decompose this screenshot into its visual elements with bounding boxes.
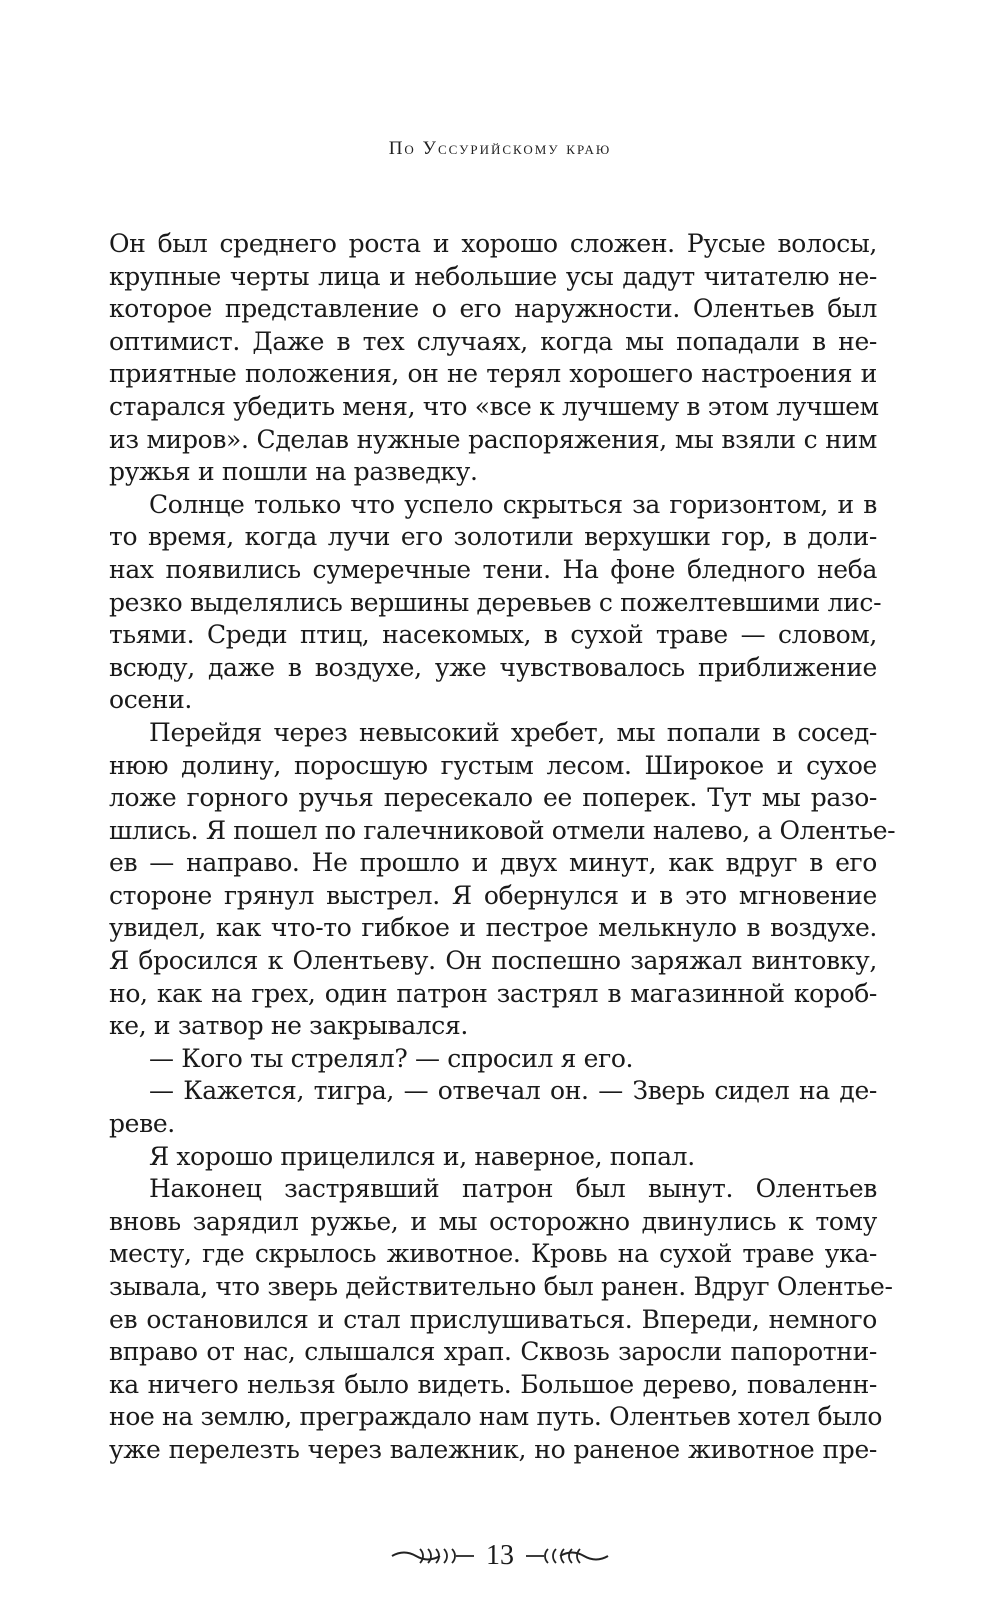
ornament-right-icon xyxy=(524,1544,610,1568)
paragraph-first-line: Солнце только что успело скрыться за горизонтом, и в xyxy=(149,489,877,519)
text-line: ев — направо. Не прошло и двух минут, как вдруг в его xyxy=(109,848,877,878)
ornament-left-icon xyxy=(390,1544,476,1568)
text-line: старался убедить меня, что «все к лучшему в этом лучшем xyxy=(109,391,879,421)
text-line: осени. xyxy=(109,685,193,715)
text-line: нах появились сумеречные тени. На фоне бледного неба xyxy=(109,554,877,584)
text-line: всюду, даже в воздухе, уже чувствовалось приближение xyxy=(109,652,877,682)
text-line: ложе горного ручья пересекало ее поперек. Тут мы разо- xyxy=(109,783,877,813)
text-line: резко выделялись вершины деревьев с пожелтевшими лис- xyxy=(109,587,882,617)
text-line: зывала, что зверь действительно был ранен. Вдруг Олентье- xyxy=(109,1272,893,1301)
text-line: ружья и пошли на разведку. xyxy=(109,457,478,487)
text-line: увидел, как что-то гибкое и пестрое мелькнуло в воздухе. xyxy=(109,913,877,943)
body-text xyxy=(109,228,896,1467)
text-line: стороне грянул выстрел. Я обернулся и в это мгновение xyxy=(109,880,877,910)
text-line: ка ничего нельзя было видеть. Большое дерево, поваленн- xyxy=(109,1369,877,1399)
text-line: крупные черты лица и небольшие усы дадут читателю не- xyxy=(109,261,877,291)
text-line: из миров». Сделав нужные распоряжения, мы взяли с ним xyxy=(109,424,877,454)
text-line: приятные положения, он не терял хорошего настроения и xyxy=(109,359,877,389)
text-line: вправо от нас, слышался храп. Сквозь заросли папоротни- xyxy=(109,1337,877,1367)
running-header: По Уссурийскому краю xyxy=(388,138,612,159)
text-line: оптимист. Даже в тех случаях, когда мы попадали в не- xyxy=(109,326,877,356)
page-number: 13 xyxy=(486,1540,514,1571)
text-line: Он был среднего роста и хорошо сложен. Русые волосы, xyxy=(109,229,877,258)
text-line: то время, когда лучи его золотили верхушки гор, в доли- xyxy=(109,522,877,552)
text-line: ное на землю, преграждало нам путь. Олентьев хотел было xyxy=(109,1402,883,1432)
text-line: тьями. Среди птиц, насекомых, в сухой траве — словом, xyxy=(109,620,877,650)
paragraph-first-line: Наконец застрявший патрон был вынут. Олентьев xyxy=(149,1174,877,1204)
text-line: которое представление о его наружности. Олентьев был xyxy=(109,294,877,324)
text-line: шлись. Я пошел по галечниковой отмели налево, а Олентье- xyxy=(109,815,896,845)
text-line: уже перелезть через валежник, но раненое животное пре- xyxy=(109,1434,877,1464)
dialogue-line: — Кого ты стрелял? — спросил я его. xyxy=(149,1043,634,1073)
text-line: месту, где скрылось животное. Кровь на сухой траве ука- xyxy=(109,1239,877,1269)
text-line: реве. xyxy=(109,1109,175,1139)
text-line: ев остановился и стал прислушиваться. Впереди, немного xyxy=(109,1304,877,1334)
text-line: вновь зарядил ружье, и мы осторожно двинулись к тому xyxy=(109,1206,877,1236)
page-footer xyxy=(0,1542,1000,1570)
text-line: ке, и затвор не закрывался. xyxy=(109,1011,468,1041)
dialogue-line: — Кажется, тигра, — отвечал он. — Зверь сидел на де- xyxy=(149,1076,877,1106)
text-line: но, как на грех, один патрон застрял в магазинной короб- xyxy=(109,978,877,1008)
text-line: нюю долину, поросшую густым лесом. Широкое и сухое xyxy=(109,750,877,780)
text-line: Я бросился к Олентьеву. Он поспешно заряжал винтовку, xyxy=(109,946,877,976)
paragraph-first-line: Я хорошо прицелился и, наверное, попал. xyxy=(149,1141,695,1171)
paragraph-first-line: Перейдя через невысокий хребет, мы попали в сосед- xyxy=(149,717,877,747)
